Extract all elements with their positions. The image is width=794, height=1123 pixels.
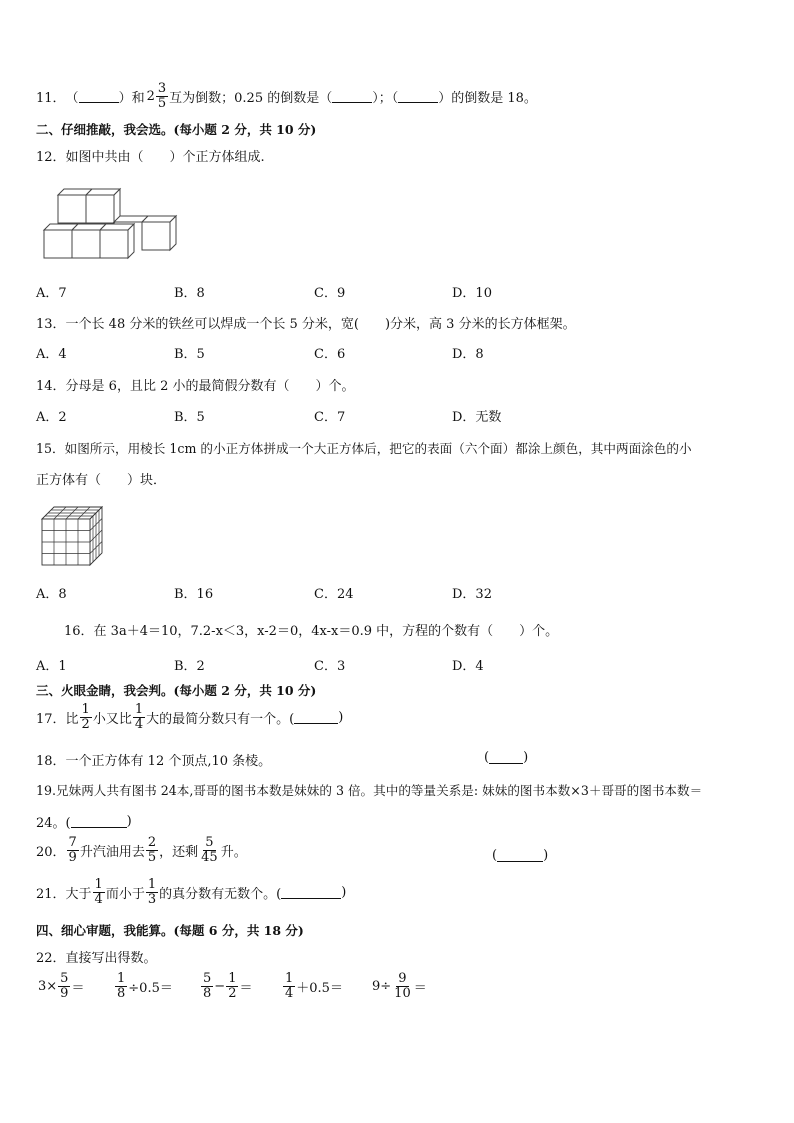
question-12: 12．如图中共由（ ）个正方体组成. (36, 150, 265, 165)
section-heading-3: 三、火眼金睛，我会判。(每小题 2 分，共 10 分) (36, 683, 317, 698)
calc-item-1: 3× $\frac{5}{9}$ ＝ (38, 971, 85, 1001)
answer-blank[interactable] (398, 90, 438, 103)
option-b[interactable]: B．8 (174, 286, 205, 301)
answer-blank[interactable] (281, 886, 341, 899)
calc-item-3: $\frac{5}{8}$ − $\frac{1}{2}$ ＝ (203, 971, 253, 1001)
question-21: 21．大于 $\frac{1}{4}$ 而小于 $\frac{1}{3}$ 的真分数有无数个。( ) (36, 877, 347, 907)
q11-text-1: （ (65, 90, 79, 106)
answer-blank[interactable] (294, 711, 338, 724)
question-22: 22．直接写出得数。 (36, 951, 157, 966)
fraction: $\frac{5}{9}$ (60, 971, 69, 1001)
q17-text-1: 17．比 (36, 711, 79, 727)
fraction: $\frac{9}{10}$ (394, 971, 411, 1001)
question-19-line-1: 19.兄妹两人共有图书 24本,哥哥的图书本数是妹妹的 3 倍。其中的等量关系是: 妹妹的图书本数×3＋哥哥的图书本数＝ (36, 783, 703, 798)
option-b[interactable]: B．16 (174, 587, 214, 602)
calc-item-2: $\frac{1}{8}$ ÷0.5＝ (117, 971, 173, 1001)
question-15-line-1: 15．如图所示，用棱长 1cm 的小正方体拼成一个大正方体后，把它的表面（六个面）都涂上颜色，其中两面涂色的小 (36, 441, 692, 456)
fraction: $\frac{1}{8}$ (117, 971, 126, 1001)
option-a[interactable]: A．8 (36, 587, 67, 602)
option-c[interactable]: C．7 (314, 410, 346, 425)
fraction: $\frac{1}{4}$ (285, 971, 294, 1001)
fraction: $\frac{5}{8}$ (203, 971, 212, 1001)
option-d[interactable]: D．10 (452, 286, 492, 301)
answer-bracket: ( ) (484, 750, 529, 765)
option-d[interactable]: D．4 (452, 659, 484, 674)
option-b[interactable]: B．5 (174, 347, 205, 362)
section-heading-4: 四、细心审题，我能算。(每题 6 分，共 18 分) (36, 923, 304, 938)
option-d[interactable]: D．无数 (452, 410, 502, 425)
answer-bracket: ( ) (492, 848, 549, 863)
question-16: 16．在 3a＋4＝10，7.2-x＜3，x-2＝0，4x-x＝0.9 中，方程的个数有（ ）个。 (64, 624, 559, 639)
section-heading-2: 二、仔细推敲，我会选。(每小题 2 分，共 10 分) (36, 122, 317, 137)
mixed-number-whole: 2 (146, 88, 155, 104)
question-15-line-2: 正方体有（ ）块． (36, 473, 167, 488)
option-a[interactable]: A．1 (36, 659, 67, 674)
question-13: 13．一个长 48 分米的铁丝可以焊成一个长 5 分米，宽( )分米，高 3 分米的长方体框架。 (36, 317, 576, 332)
answer-blank[interactable] (71, 815, 127, 828)
fraction: $\frac{1}{2}$ (81, 702, 90, 732)
option-b[interactable]: B．2 (174, 659, 205, 674)
question-14: 14．分母是 6，且比 2 小的最简假分数有（ ）个。 (36, 379, 355, 394)
q11-number: 11． (36, 90, 66, 106)
q11-text-4: ）；（ (372, 90, 399, 106)
option-a[interactable]: A．4 (36, 347, 67, 362)
option-a[interactable]: A．2 (36, 410, 67, 425)
fraction: $\frac{1}{4}$ (94, 877, 103, 907)
q17-text-2: 小又比 (92, 711, 132, 727)
question-11 (36, 82, 537, 110)
fraction: $\frac{1}{2}$ (228, 971, 237, 1001)
cube-stack-figure (40, 184, 182, 260)
q11-text-3: 互为倒数；0.25 的倒数是（ (169, 90, 333, 106)
option-c[interactable]: C．3 (314, 659, 346, 674)
large-cube-figure (40, 505, 104, 567)
option-b[interactable]: B．5 (174, 410, 205, 425)
fraction: $\frac{2}{5}$ (147, 835, 157, 865)
fraction: $\frac{1}{3}$ (147, 877, 157, 907)
question-18: 18．一个正方体有 12 个顶点,10 条棱。 (36, 754, 272, 769)
option-c[interactable]: C．24 (314, 587, 354, 602)
q11-text-5: ）的倒数是 18。 (438, 90, 537, 106)
option-c[interactable]: C．6 (314, 347, 346, 362)
option-d[interactable]: D．32 (452, 587, 492, 602)
answer-blank[interactable] (79, 90, 119, 103)
calc-item-4: $\frac{1}{4}$ ＋0.5＝ (285, 971, 343, 1001)
calc-item-5: 9÷ $\frac{9}{10}$ ＝ (372, 971, 427, 1001)
question-19-line-2: 24。( ) (36, 814, 132, 831)
option-d[interactable]: D．8 (452, 347, 484, 362)
question-17 (36, 703, 343, 731)
q17-text-3: 大的最简分数只有一个。( (146, 711, 295, 727)
option-c[interactable]: C．9 (314, 286, 346, 301)
fraction: $\frac{1}{4}$ (134, 702, 144, 732)
fraction: $\frac{5}{45}$ (201, 835, 218, 865)
fraction: $\frac{7}{9}$ (68, 835, 77, 865)
answer-blank[interactable] (332, 90, 372, 103)
answer-blank[interactable] (497, 849, 543, 862)
fraction: $\frac{3}{5}$ (157, 81, 167, 111)
q11-text-2: ）和 (118, 90, 145, 106)
option-a[interactable]: A．7 (36, 286, 67, 301)
answer-blank[interactable] (489, 751, 523, 764)
question-20: 20． $\frac{7}{9}$ 升汽油用去 $\frac{2}{5}$ ，还剩 $\frac{5}{45}$ 升。 (36, 835, 247, 865)
q17-text-4: ) (338, 709, 344, 725)
